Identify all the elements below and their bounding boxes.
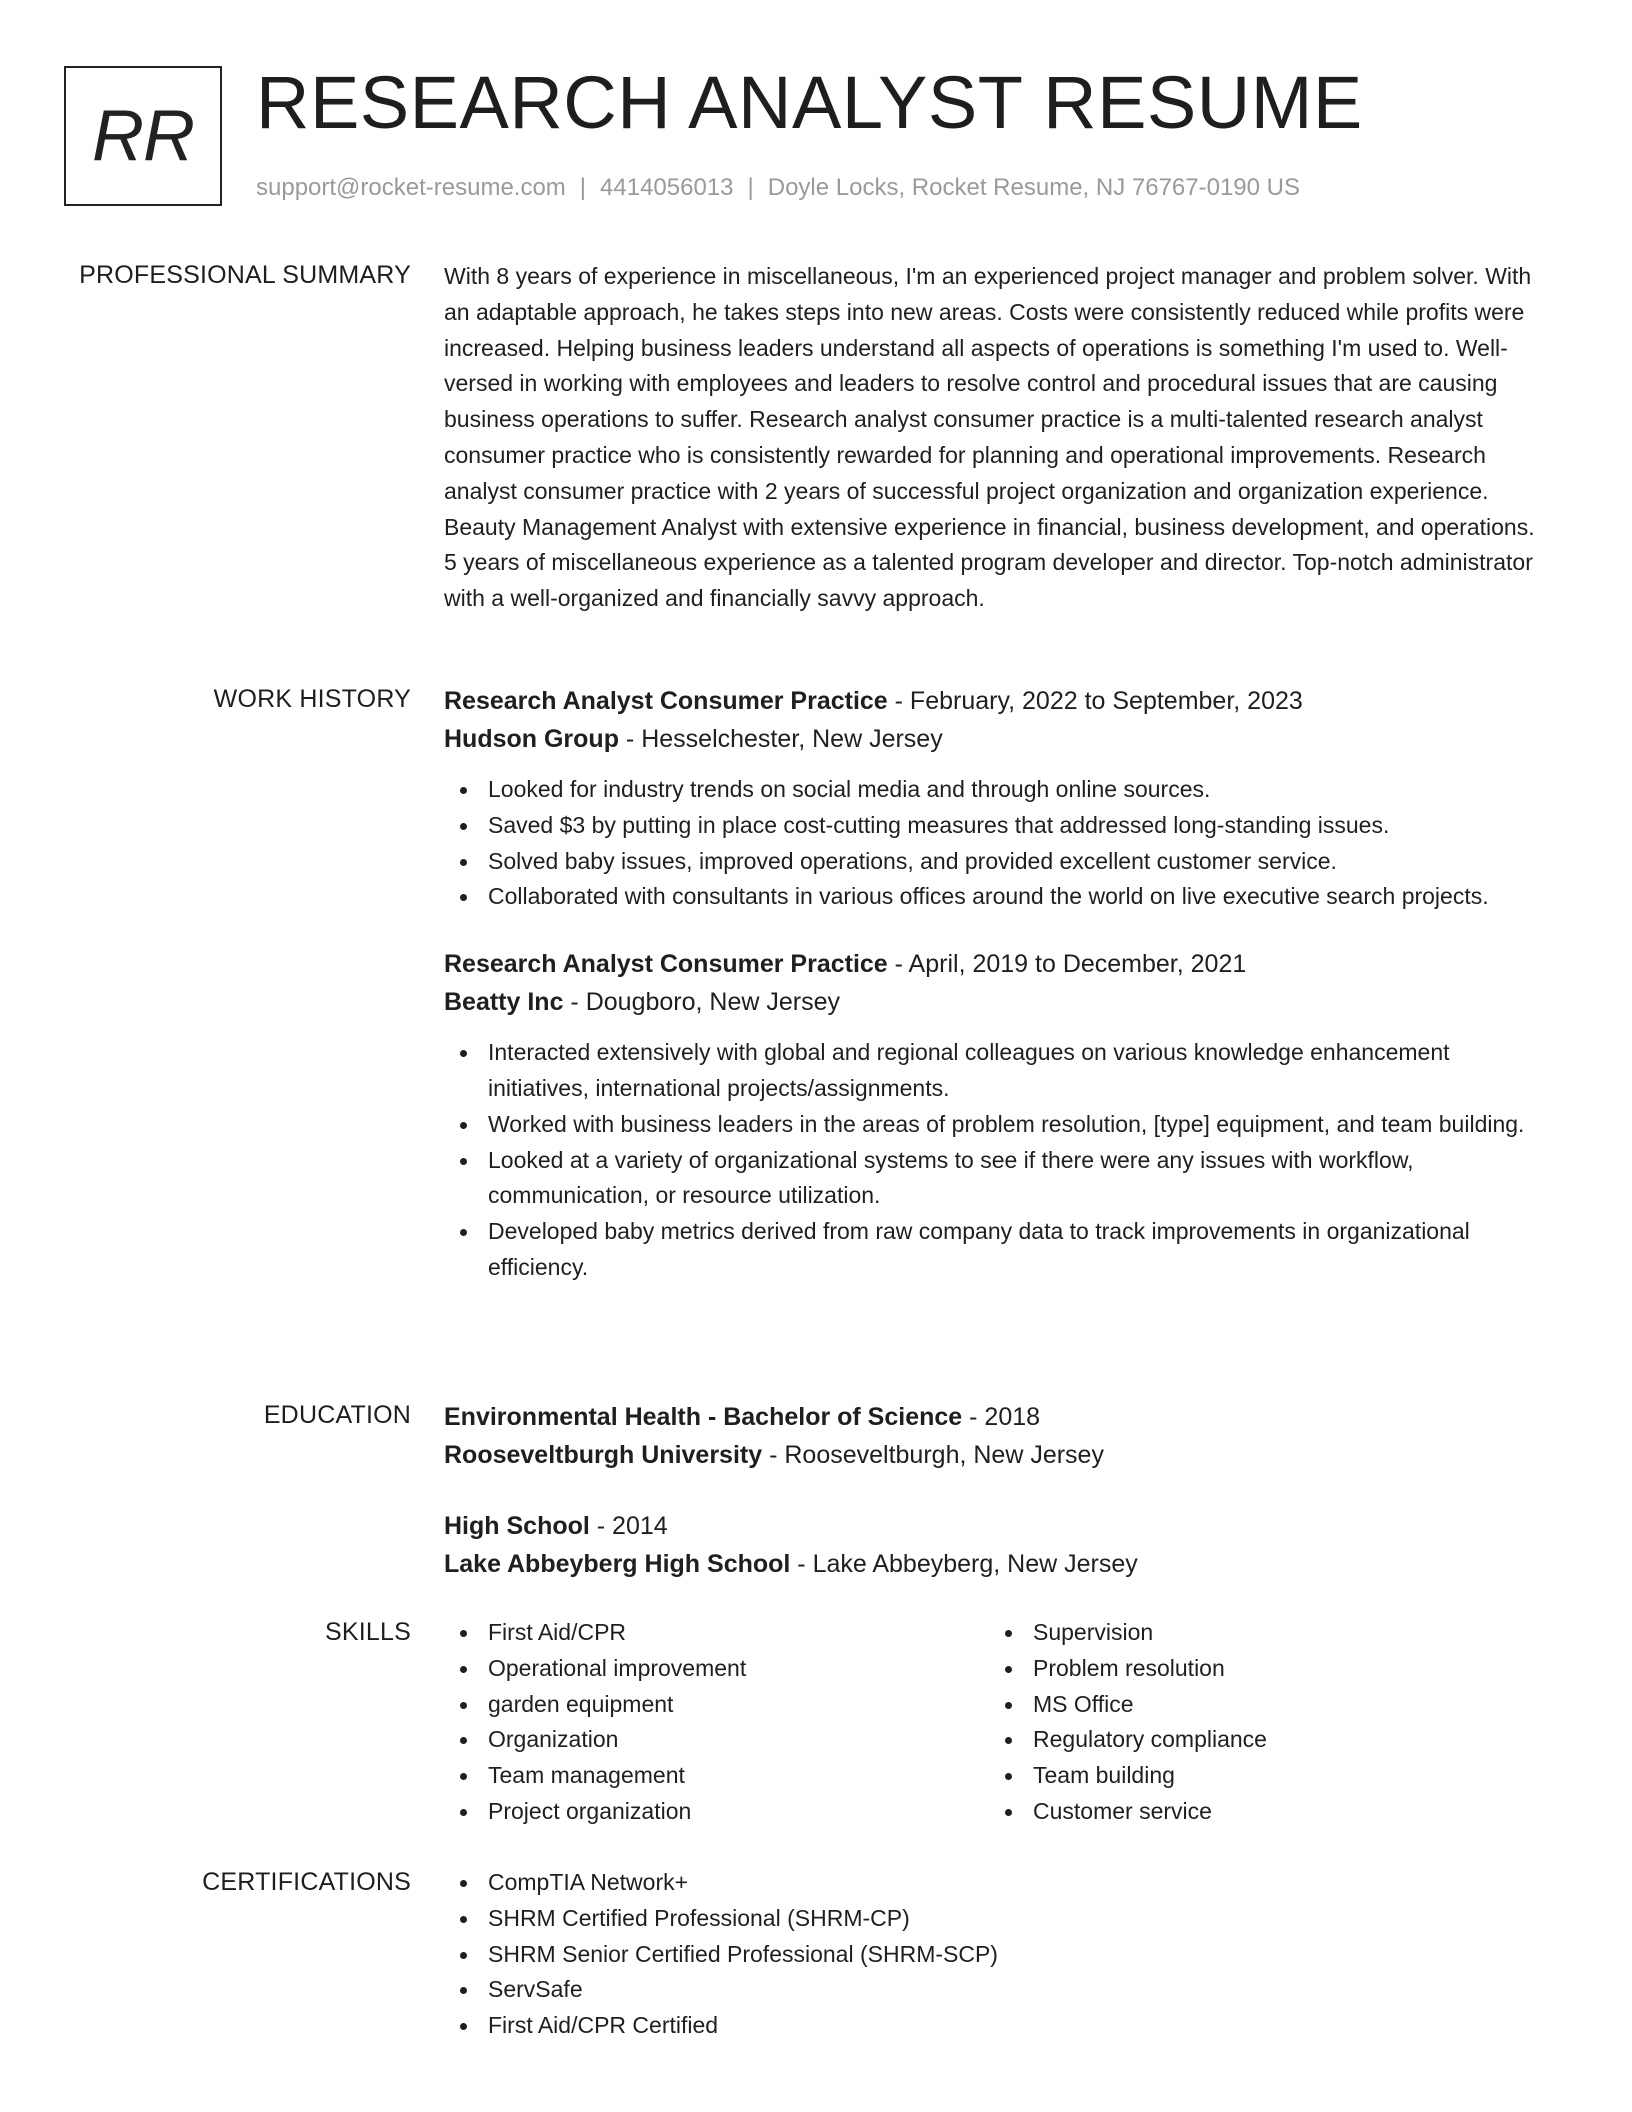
education-location: - Lake Abbeyberg, New Jersey <box>790 1550 1138 1578</box>
certifications-heading: CERTIFICATIONS <box>202 1868 411 1896</box>
education-school: Lake Abbeyberg High School <box>444 1550 791 1578</box>
job-location: - Hesselchester, New Jersey <box>618 725 943 753</box>
job-title-line <box>444 682 1552 720</box>
job-dates: - February, 2022 to September, 2023 <box>887 687 1303 715</box>
skill-item: garden equipment <box>488 1687 989 1723</box>
skill-item: Operational improvement <box>488 1651 989 1687</box>
education-school-line <box>444 1436 1552 1474</box>
skill-item: Team management <box>488 1758 989 1794</box>
skills-column <box>444 1615 989 1830</box>
contact-separator: | <box>747 174 754 201</box>
contact-phone: 4414056013 <box>600 174 734 201</box>
job-company: Hudson Group <box>444 725 619 753</box>
job-entry <box>444 945 1552 1286</box>
skills-list <box>444 1615 989 1830</box>
job-bullet: Looked for industry trends on social media and through online sources. <box>488 772 1552 808</box>
education-degree-line <box>444 1507 1552 1545</box>
job-bullet: Solved baby issues, improved operations, and provided excellent customer service. <box>488 844 1552 880</box>
certification-item: First Aid/CPR Certified <box>488 2008 1552 2044</box>
job-entry <box>444 682 1552 915</box>
job-bullet: Developed baby metrics derived from raw company data to track improvements in organizational efficiency. <box>488 1214 1552 1286</box>
monogram-initials: RR <box>92 96 194 176</box>
skill-item: Organization <box>488 1722 989 1758</box>
education-degree-line <box>444 1398 1552 1436</box>
job-location: - Dougboro, New Jersey <box>563 988 840 1017</box>
skills-body <box>444 1615 1552 1830</box>
summary-heading: PROFESSIONAL SUMMARY <box>79 261 411 289</box>
education-entry <box>444 1507 1552 1583</box>
job-title-line <box>444 945 1552 983</box>
job-company: Beatty Inc <box>444 988 564 1017</box>
certifications-body <box>444 1865 1552 2044</box>
skills-column <box>989 1615 1489 1830</box>
job-company-line <box>444 983 1552 1021</box>
contact-address: Doyle Locks, Rocket Resume, NJ 76767-0190 US <box>767 174 1301 201</box>
job-bullet: Saved $3 by putting in place cost-cutting measures that addressed long-standing issues. <box>488 808 1552 844</box>
contact-separator: | <box>579 174 587 201</box>
job-dates: - April, 2019 to December, 2021 <box>887 950 1247 979</box>
summary-text: With 8 years of experience in miscellaneous, I'm an experienced project manager and problem solver. With an adaptable approach, he takes steps into new areas. Costs were consistently reduced while profits were increased. Helping business leaders understand all aspects of operations is something I'm used to. Well-versed in working with employees and leaders to resolve control and procedural issues that are causing business operations to suffer. Research analyst consumer practice is a multi-talented research analyst consumer practice who is consistently rewarded for planning and operational improvements. Research analyst consumer practice with 2 years of successful project organization and organization experience. Beauty Management Analyst with extensive experience in financial, business development, and operations. 5 years of miscellaneous experience as a talented program developer and director. Top-notch administrator with a well-organized and financially savvy approach. <box>444 263 1535 612</box>
work-history-heading: WORK HISTORY <box>213 685 411 713</box>
education-body <box>444 1398 1552 1583</box>
job-bullet: Worked with business leaders in the areas of problem resolution, [type] equipment, and team building. <box>488 1107 1552 1143</box>
skill-item: Team building <box>1033 1758 1489 1794</box>
job-bullet: Collaborated with consultants in various offices around the world on live executive search projects. <box>488 879 1552 915</box>
skill-item: First Aid/CPR <box>488 1615 989 1651</box>
certification-item: ServSafe <box>488 1972 1552 2008</box>
education-school: Rooseveltburgh University <box>444 1441 763 1469</box>
skills-heading: SKILLS <box>325 1618 411 1646</box>
job-bullet: Interacted extensively with global and regional colleagues on various knowledge enhancement initiatives, international projects/assignments. <box>488 1035 1552 1107</box>
education-year: - 2018 <box>962 1403 1041 1431</box>
job-company-line <box>444 720 1552 758</box>
contact-line <box>256 174 1300 202</box>
work-history-body <box>444 682 1552 1286</box>
skill-item: MS Office <box>1033 1687 1489 1723</box>
certification-item: SHRM Senior Certified Professional (SHRM-SCP) <box>488 1937 1552 1973</box>
education-degree: Environmental Health - Bachelor of Science <box>444 1403 963 1431</box>
skills-list <box>989 1615 1489 1830</box>
education-year: - 2014 <box>589 1512 668 1540</box>
summary-body <box>444 258 1552 617</box>
job-bullets <box>444 1035 1552 1286</box>
contact-email: support@rocket-resume.com <box>256 174 566 201</box>
certifications-list <box>444 1865 1552 2044</box>
job-bullets <box>444 772 1552 915</box>
job-title: Research Analyst Consumer Practice <box>444 687 888 715</box>
job-title: Research Analyst Consumer Practice <box>444 950 888 979</box>
skill-item: Customer service <box>1033 1794 1489 1830</box>
education-heading: EDUCATION <box>263 1401 411 1429</box>
skill-item: Project organization <box>488 1794 989 1830</box>
skill-item: Supervision <box>1033 1615 1489 1651</box>
skill-item: Problem resolution <box>1033 1651 1489 1687</box>
job-bullet: Looked at a variety of organizational systems to see if there were any issues with workflow, communication, or resource utilization. <box>488 1143 1552 1215</box>
monogram-logo <box>64 66 222 206</box>
education-degree: High School <box>444 1512 590 1540</box>
skill-item: Regulatory compliance <box>1033 1722 1489 1758</box>
certification-item: SHRM Certified Professional (SHRM-CP) <box>488 1901 1552 1937</box>
education-school-line <box>444 1545 1552 1583</box>
education-entry <box>444 1398 1552 1474</box>
resume-title: RESEARCH ANALYST RESUME <box>256 61 1363 144</box>
certification-item: CompTIA Network+ <box>488 1865 1552 1901</box>
education-location: - Rooseveltburgh, New Jersey <box>762 1441 1104 1469</box>
